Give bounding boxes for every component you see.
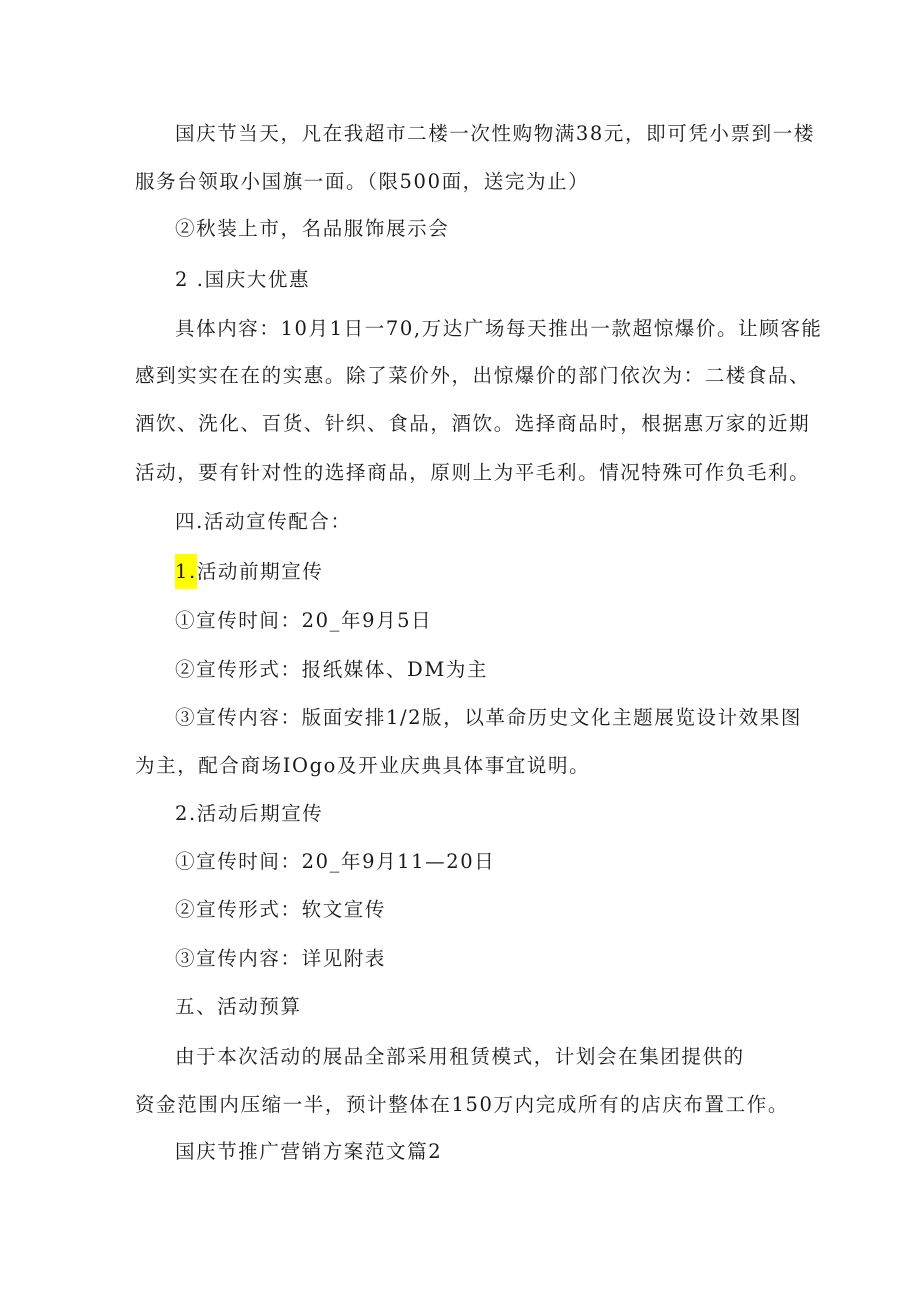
- list-item-line: ②秋装上市，名品服饰展示会: [175, 217, 450, 240]
- section-heading: 五、活动预算: [175, 995, 302, 1018]
- paragraph-line: 活动，要有针对性的选择商品，原则上为平毛利。情况特殊可作负毛利。: [135, 461, 811, 484]
- list-item-line: ①宣传时间：20_年9月5日: [175, 609, 433, 632]
- list-item-line: ③宣传内容：详见附表: [175, 947, 387, 970]
- paragraph-line: 为主，配合商场IOgo及开业庆典具体事宜说明。: [135, 754, 591, 777]
- subsection-heading: 2.活动后期宣传: [175, 802, 324, 825]
- paragraph-line: 资金范围内压缩一半，预计整体在150万内完成所有的店庆布置工作。: [135, 1093, 789, 1116]
- highlighted-number: 1.: [175, 554, 197, 589]
- list-item-line: ①宣传时间：20_年9月11—20日: [175, 850, 496, 873]
- document-title: 国庆节推广营销方案范文篇2: [175, 1140, 443, 1163]
- list-item-line: ②宣传形式：报纸媒体、DM为主: [175, 658, 489, 681]
- section-heading: 2 .国庆大优惠: [175, 268, 311, 291]
- subsection-title: 活动前期宣传: [196, 560, 324, 583]
- paragraph-line: 具体内容：10月1日一70,万达广场每天推出一款超惊爆价。让顾客能: [175, 317, 823, 340]
- paragraph-line: 感到实实在在的实惠。除了菜价外，出惊爆价的部门依次为：二楼食品、: [135, 364, 811, 387]
- subsection-heading: [175, 558, 323, 586]
- paragraph-line: 酒饮、洗化、百货、针织、食品，酒饮。选择商品时，根据惠万家的近期: [135, 412, 811, 435]
- paragraph-line: 服务台领取小国旗一面。（限500面，送完为止）: [135, 170, 590, 193]
- paragraph-line: 国庆节当天，凡在我超市二楼一次性购物满38元，即可凭小票到一楼: [175, 122, 815, 145]
- section-heading: 四.活动宣传配合：: [175, 510, 352, 533]
- list-item-line: ②宣传形式：软文宣传: [175, 898, 387, 921]
- paragraph-line: 由于本次活动的展品全部采用租赁模式，计划会在集团提供的: [175, 1045, 745, 1068]
- list-item-line: ③宣传内容：版面安排1/2版，以革命历史文化主题展览设计效果图: [175, 706, 802, 729]
